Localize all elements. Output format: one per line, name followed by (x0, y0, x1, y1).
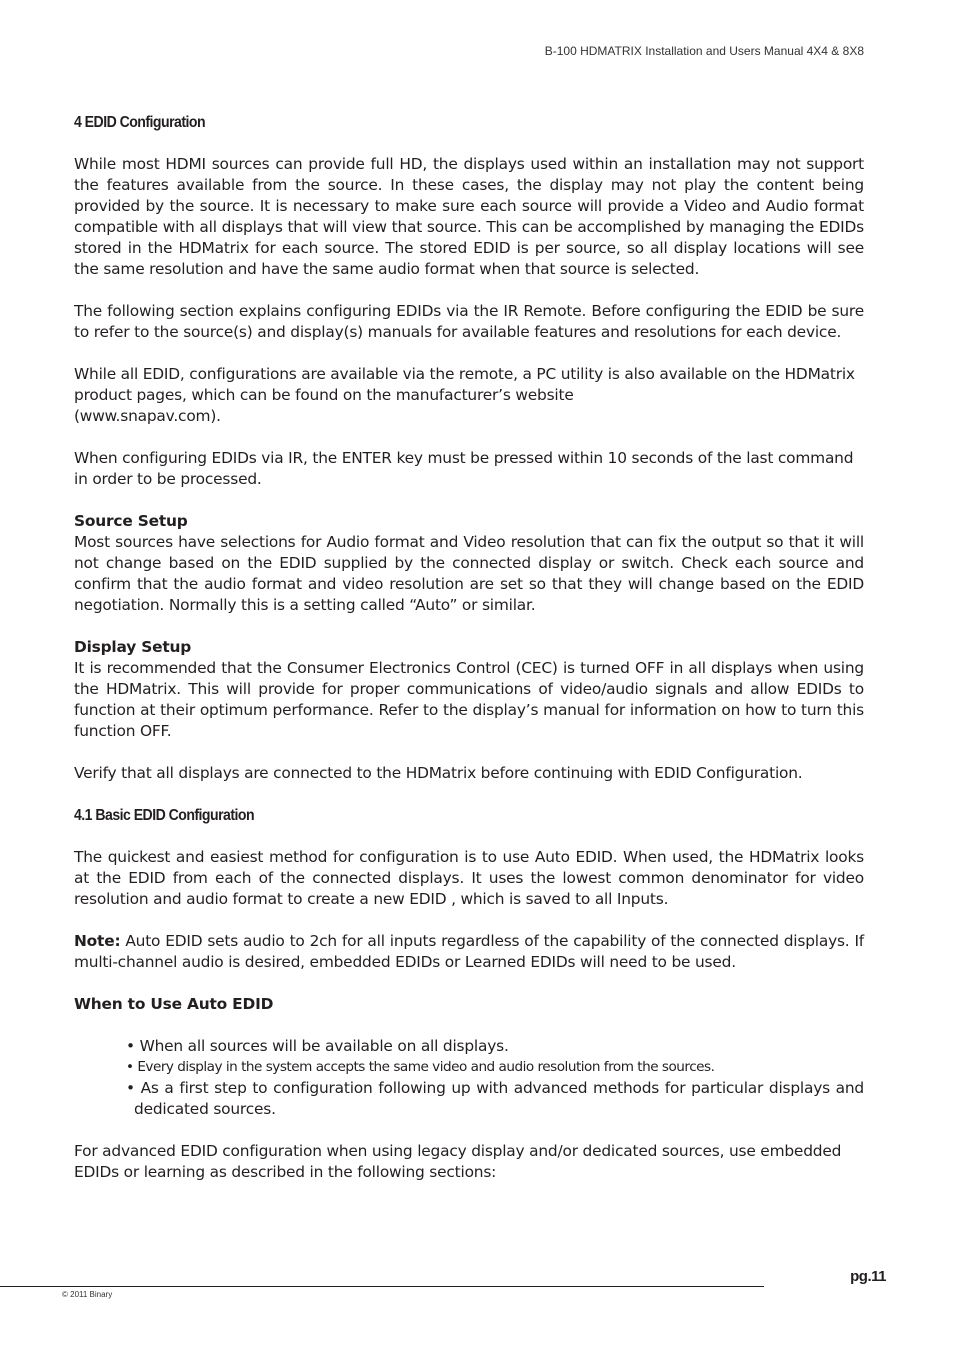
website-link-text: (www.snapav.com). (74, 407, 221, 425)
intro-paragraph: While most HDMI sources can provide full HD, the displays used within an installation may not support the features available from the source. In these cases, the display may not play the content being provided by the source. It is necessary to make sure each source will provide a Video and Audio format compatible with all displays that will view that source. This can be accomplished by managing the EDIDs stored in the HDMatrix for each source. The stored EDID is per source, so all display locations will see the same resolution and have the same audio format when that source is selected. (74, 155, 864, 278)
pc-utility-paragraph (74, 364, 864, 427)
enter-key-paragraph: When configuring EDIDs via IR, the ENTER key must be pressed within 10 seconds of the last command in order to be processed. (74, 449, 854, 488)
ir-remote-paragraph: The following section explains configuring EDIDs via the IR Remote. Before configuring the EDID be sure to refer to the source(s) and display(s) manuals for available features and resolutions for each device. (74, 302, 864, 341)
display-setup-heading: Display Setup (74, 638, 192, 656)
display-setup-text: It is recommended that the Consumer Electronics Control (CEC) is turned OFF in all displays when using the HDMatrix. This will provide for proper communications of video/audio signals and allow EDIDs to function at their optimum performance. Refer to the display’s manual for information on how to turn this function OFF. (74, 659, 864, 740)
bullet-item: • When all sources will be available on all displays. (126, 1037, 509, 1055)
note-text: Auto EDID sets audio to 2ch for all inputs regardless of the capability of the connected displays. If multi-channel audio is desired, embedded EDIDs or Learned EDIDs will need to be used. (74, 932, 864, 971)
section-4-heading: 4 EDID Configuration (74, 114, 206, 131)
source-setup-heading: Source Setup (74, 512, 188, 530)
footer-rule (0, 1286, 764, 1287)
note-paragraph (74, 931, 864, 973)
bullet-item: • As a first step to configuration following up with advanced methods for particular displays and dedicated sources. (126, 1079, 864, 1118)
auto-edid-bullet-list (74, 1036, 864, 1120)
copyright-notice: © 2011 Binary (62, 1290, 113, 1299)
bullet-item: • Every display in the system accepts the same video and audio resolution from the sources. (126, 1059, 715, 1075)
verify-paragraph: Verify that all displays are connected to the HDMatrix before continuing with EDID Configuration. (74, 764, 803, 782)
when-to-use-heading: When to Use Auto EDID (74, 995, 274, 1013)
display-setup-block (74, 637, 864, 742)
page-body (74, 112, 864, 1204)
section-4-1-heading: 4.1 Basic EDID Configuration (74, 807, 255, 824)
note-label: Note: (74, 932, 121, 950)
pc-utility-text: While all EDID, configurations are available via the remote, a PC utility is also available on the HDMatrix product pages, which can be found on the manufacturer’s website (74, 365, 855, 404)
source-setup-text: Most sources have selections for Audio format and Video resolution that can fix the output so that it will not change based on the EDID supplied by the connected display or switch. Check each source and confirm that the audio format and video resolution are set so that they will change based on the EDID negotiation. Normally this is a setting called “Auto” or similar. (74, 533, 864, 614)
closing-paragraph: For advanced EDID configuration when using legacy display and/or dedicated sources, use embedded EDIDs or learning as described in the following sections: (74, 1142, 842, 1181)
auto-edid-paragraph: The quickest and easiest method for configuration is to use Auto EDID. When used, the HDMatrix looks at the EDID from each of the connected displays. It uses the lowest common denominator for video resolution and audio format to create a new EDID , which is saved to all Inputs. (74, 848, 864, 908)
source-setup-block (74, 511, 864, 616)
running-header: B-100 HDMATRIX Installation and Users Manual 4X4 & 8X8 (544, 44, 864, 58)
page-number: pg.11 (850, 1268, 886, 1285)
